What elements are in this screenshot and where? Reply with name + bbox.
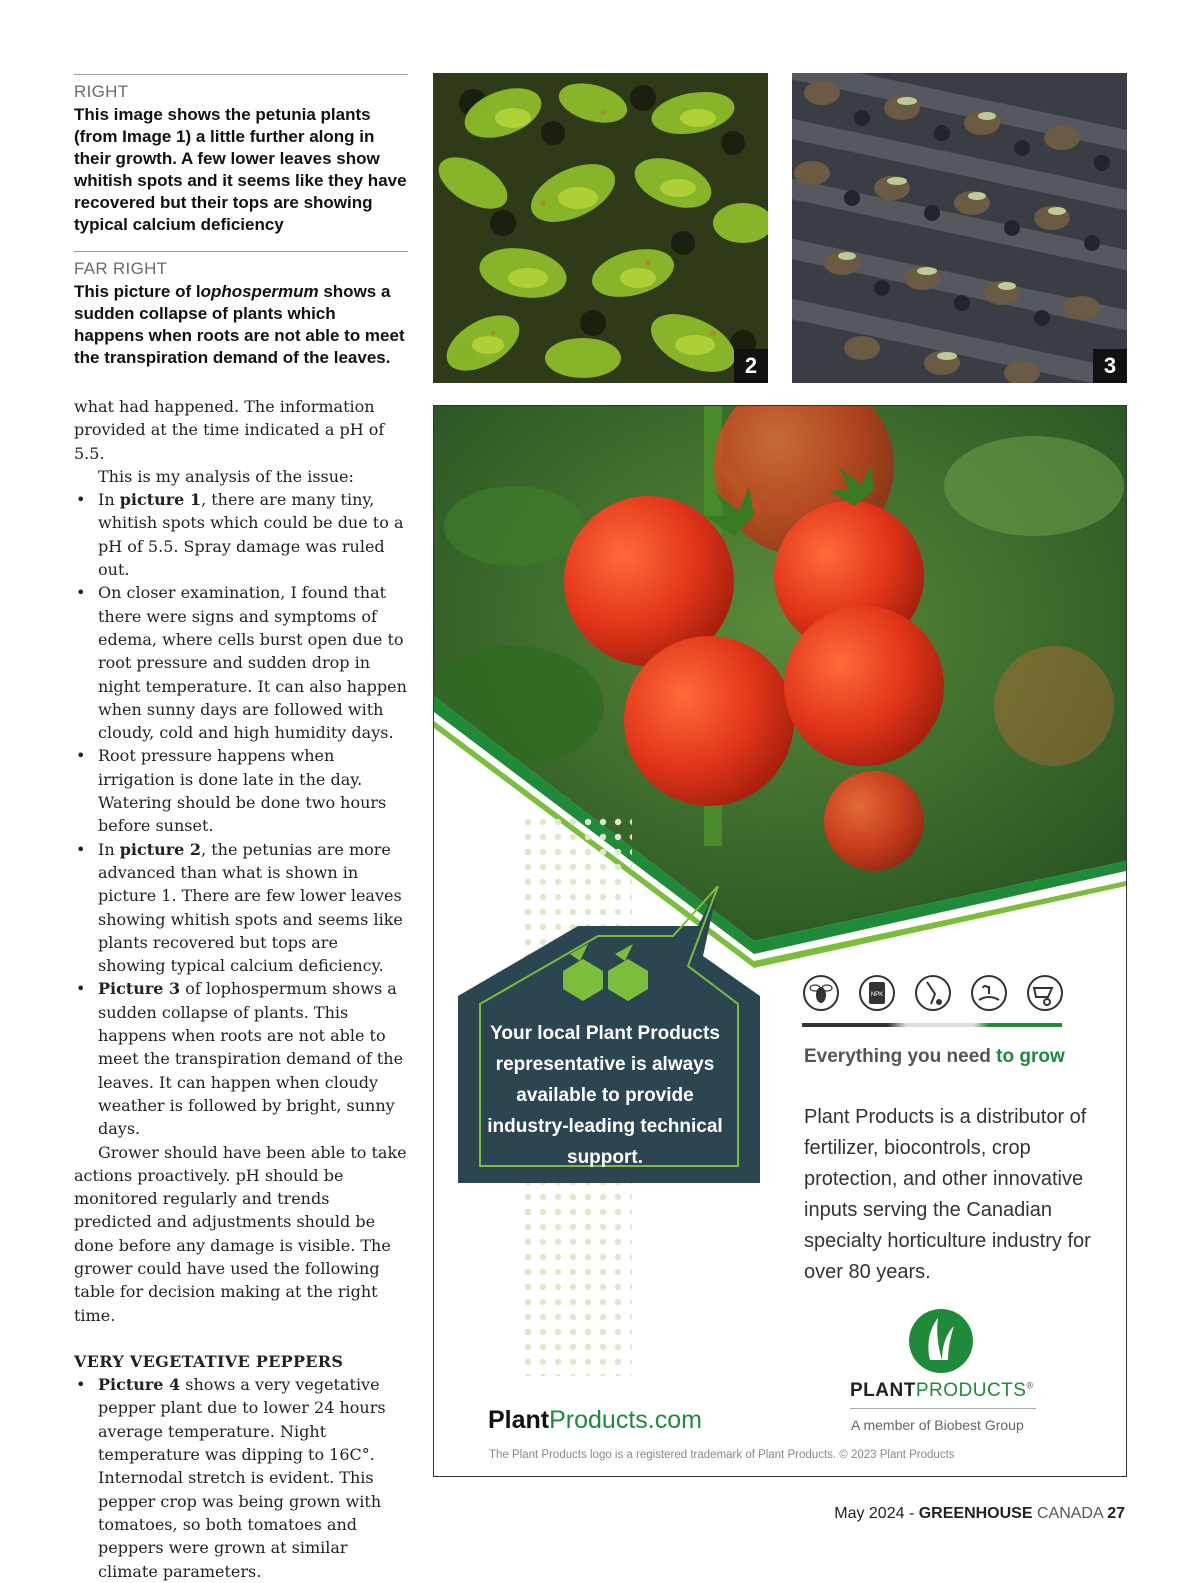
page-footer: [834, 1505, 1125, 1523]
footer-brand-light: CANADA: [1032, 1505, 1108, 1522]
caption-rule-middle: [74, 251, 408, 252]
hand-seedling-icon: [979, 986, 999, 1000]
bee-icon: [810, 985, 832, 1003]
sprayer-icon: [927, 982, 941, 1004]
photo-lophospermum: [792, 73, 1127, 383]
section-heading: VERY VEGETATIVE PEPPERS: [74, 1351, 344, 1371]
caption-rule-top: [74, 74, 408, 75]
url-part-1: Plant: [488, 1406, 550, 1434]
analysis-list: [74, 488, 408, 1140]
article-paragraph: This is my analysis of the issue:: [98, 466, 354, 486]
page-number: 27: [1107, 1505, 1125, 1522]
trademark-notice: The Plant Products logo is a registered trademark of Plant Products. © 2023 Plant Products: [489, 1449, 955, 1461]
svg-text:NPK: NPK: [870, 992, 884, 998]
list-item: • Root pressure happens when irrigation is done late in the day. Watering should be done two hours before sunset.: [74, 744, 408, 837]
wheelbarrow-icon: [1034, 988, 1052, 1005]
caption-body: [74, 281, 408, 369]
plant-products-ad: [433, 405, 1127, 1477]
service-icons: [802, 974, 1072, 1014]
caption-far-right: [74, 259, 408, 369]
member-text: A member of Biobest Group: [851, 1417, 1024, 1433]
list-item: • In picture 2, the petunias are more advanced than what is shown in picture 1. There are few lower leaves showing whitish spots and seems like plants recovered but tops are showing typical calcium deficiency.: [74, 838, 408, 978]
tagline-accent: to grow: [996, 1046, 1065, 1067]
photo-number-badge: 2: [734, 349, 768, 383]
petunia-image: [433, 73, 768, 383]
list-item: • On closer examination, I found that there were signs and symptoms of edema, where cells burst open due to root pressure and sudden drop in night temperature. It can also happen when sunny days are followed with cloudy, cold and high humidity days.: [74, 581, 408, 744]
photo-number-badge: 3: [1093, 349, 1127, 383]
peppers-list: [74, 1373, 408, 1583]
url-part-2: Products.com: [549, 1406, 702, 1434]
quote-text: Your local Plant Products representative is always available to provide industry-leading technical support.: [487, 1023, 723, 1168]
fertilizer-bag-icon: [869, 982, 885, 1004]
service-icons-row: [802, 974, 1092, 1014]
article-body: [74, 395, 408, 1583]
logo-word-products: PRODUCTS: [915, 1380, 1027, 1401]
company-description: Plant Products is a distributor of fertilizer, biocontrols, crop protection, and other innovative inputs serving the Canadian specialty horticulture industry for over 80 years.: [804, 1106, 1091, 1283]
list-item: • In picture 1, there are many tiny, whitish spots which could be due to a pH of 5.5. Spray damage was ruled out.: [74, 488, 408, 581]
caption-text: This picture of l: [74, 282, 201, 301]
tagline: [804, 1046, 1065, 1068]
article-paragraph: what had happened. The information provided at the time indicated a pH of 5.5.: [74, 397, 385, 463]
logo-word-plant: PLANT: [850, 1380, 916, 1401]
caption-right: [74, 82, 408, 236]
plant-products-logo-wordmark: [850, 1380, 1034, 1402]
logo-registered-mark: ®: [1026, 1380, 1034, 1391]
list-item: • Picture 3 of lophospermum shows a sudden collapse of plants. This happens when roots are not able to meet the transpiration demand of the leaves. It can happen when cloudy weather is followed by bright, sunny days.: [74, 977, 408, 1140]
caption-text: shows a sudden collapse of plants which happens when roots are not able to meet the transpiration demand of the leaves.: [74, 282, 405, 367]
article-paragraph: Grower should have been able to take actions proactively. pH should be monitored regularly and trends predicted and adjustments should be done before any damage is visible. The grower could have used the following table for decision making at the right time.: [74, 1142, 407, 1325]
footer-brand: GREENHOUSE: [918, 1505, 1033, 1522]
plant-products-logo-icon: [908, 1308, 974, 1374]
footer-date: May 2024 -: [834, 1505, 919, 1522]
list-item: • Picture 4 shows a very vegetative pepper plant due to lower 24 hours average temperature. Night temperature was dipping to 16C°. Internodal stretch is evident. This pepper crop was being grown with tomatoes, so both tomatoes and peppers were grown at similar climate parameters.: [74, 1373, 408, 1583]
lophospermum-image: [792, 73, 1127, 383]
tagline-divider: [802, 1023, 1062, 1027]
caption-heading: RIGHT: [74, 82, 129, 101]
member-divider: [850, 1408, 1036, 1409]
caption-heading: FAR RIGHT: [74, 259, 168, 278]
caption-body: This image shows the petunia plants (from Image 1) a little further along in their growth. A few lower leaves show whitish spots and it seems like they have recovered but their tops are showing typical calcium deficiency: [74, 105, 407, 234]
tagline-text: Everything you need: [804, 1046, 997, 1067]
caption-italic: ophospermum: [200, 282, 319, 301]
photo-petunias: [433, 73, 768, 383]
website-url: [488, 1406, 702, 1435]
